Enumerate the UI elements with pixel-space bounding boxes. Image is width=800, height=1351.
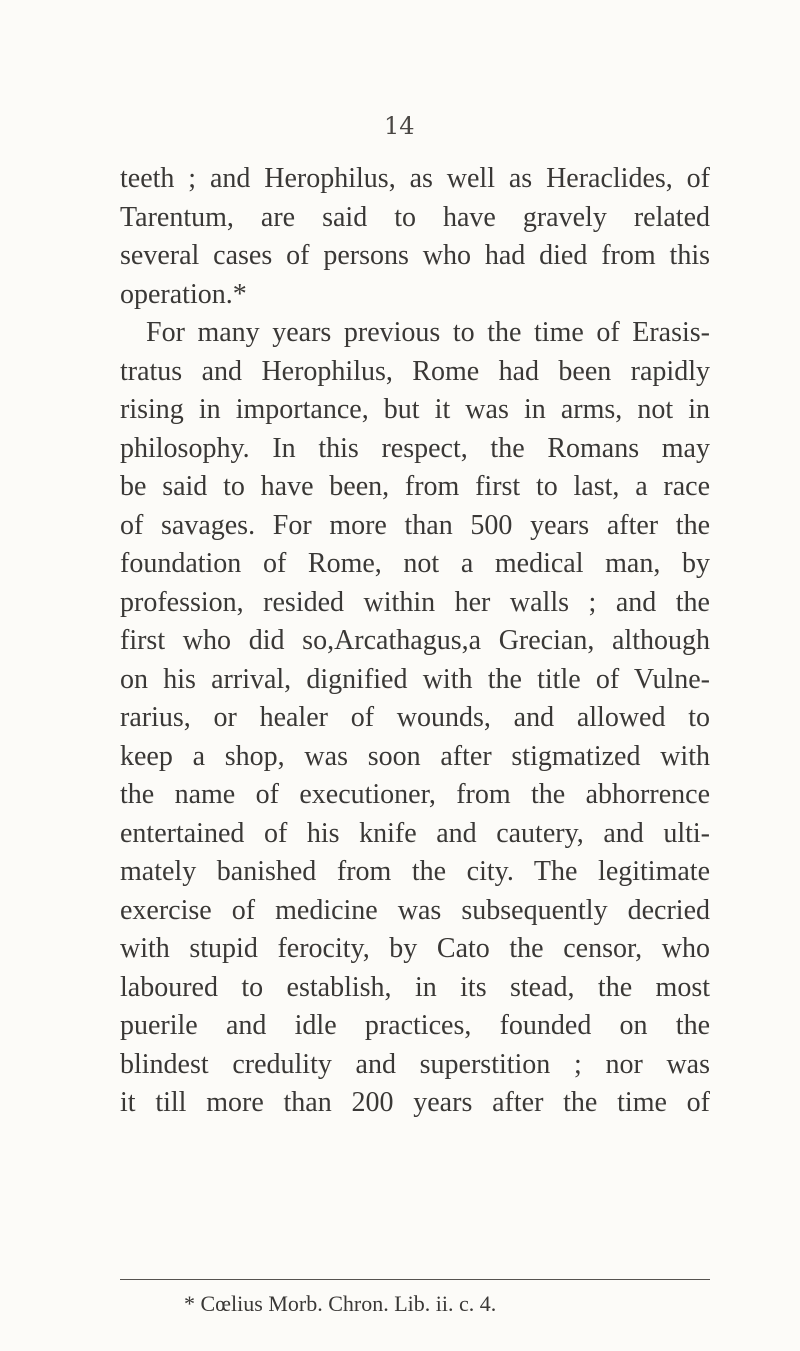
text-line: philosophy. In this respect, the Romans may	[120, 432, 710, 464]
text-line: keep a shop, was soon after stigmatized with	[120, 740, 710, 772]
text-line: with stupid ferocity, by Cato the censor, who	[120, 933, 710, 964]
text-line: puerile and idle practices, founded on the	[120, 1010, 710, 1041]
text-line: foundation of Rome, not a medical man, by	[120, 548, 710, 579]
text-line: rising in importance, but it was in arms, not in	[120, 394, 710, 425]
text-line: exercise of medicine was subsequently decried	[120, 894, 710, 926]
text-line: rarius, or healer of wounds, and allowed to	[120, 702, 710, 733]
text-line: entertained of his knife and cautery, and ulti-	[120, 817, 710, 849]
text-line: of savages. For more than 500 years after the	[120, 509, 710, 541]
text-line: laboured to establish, in its stead, the most	[120, 971, 710, 1003]
text-line: be said to have been, from first to last, a race	[120, 471, 710, 502]
text-line: on his arrival, dignified with the title of Vulne-	[120, 663, 710, 695]
footnote-divider	[120, 1279, 710, 1280]
text-line: it till more than 200 years after the time of	[120, 1087, 710, 1118]
text-line: tratus and Herophilus, Rome had been rapidly	[120, 355, 710, 387]
text-line: blindest credulity and superstition ; nor was	[120, 1048, 710, 1080]
text-line: Tarentum, are said to have gravely related	[120, 201, 710, 233]
text-line: mately banished from the city. The legitimate	[120, 856, 710, 887]
page-number: 14	[384, 112, 415, 140]
text-line: first who did so,Arcathagus,a Grecian, although	[120, 625, 710, 656]
text-line: the name of executioner, from the abhorrence	[120, 779, 710, 810]
body-text	[120, 160, 710, 1123]
text-line: For many years previous to the time of Erasis-	[146, 317, 710, 348]
footnote: * Cœlius Morb. Chron. Lib. ii. c. 4.	[184, 1291, 497, 1316]
text-line: profession, resided within her walls ; and the	[120, 586, 710, 618]
text-line: operation.*	[120, 278, 247, 310]
text-line: teeth ; and Herophilus, as well as Heraclides, of	[120, 163, 710, 194]
text-line: several cases of persons who had died from this	[120, 240, 710, 271]
